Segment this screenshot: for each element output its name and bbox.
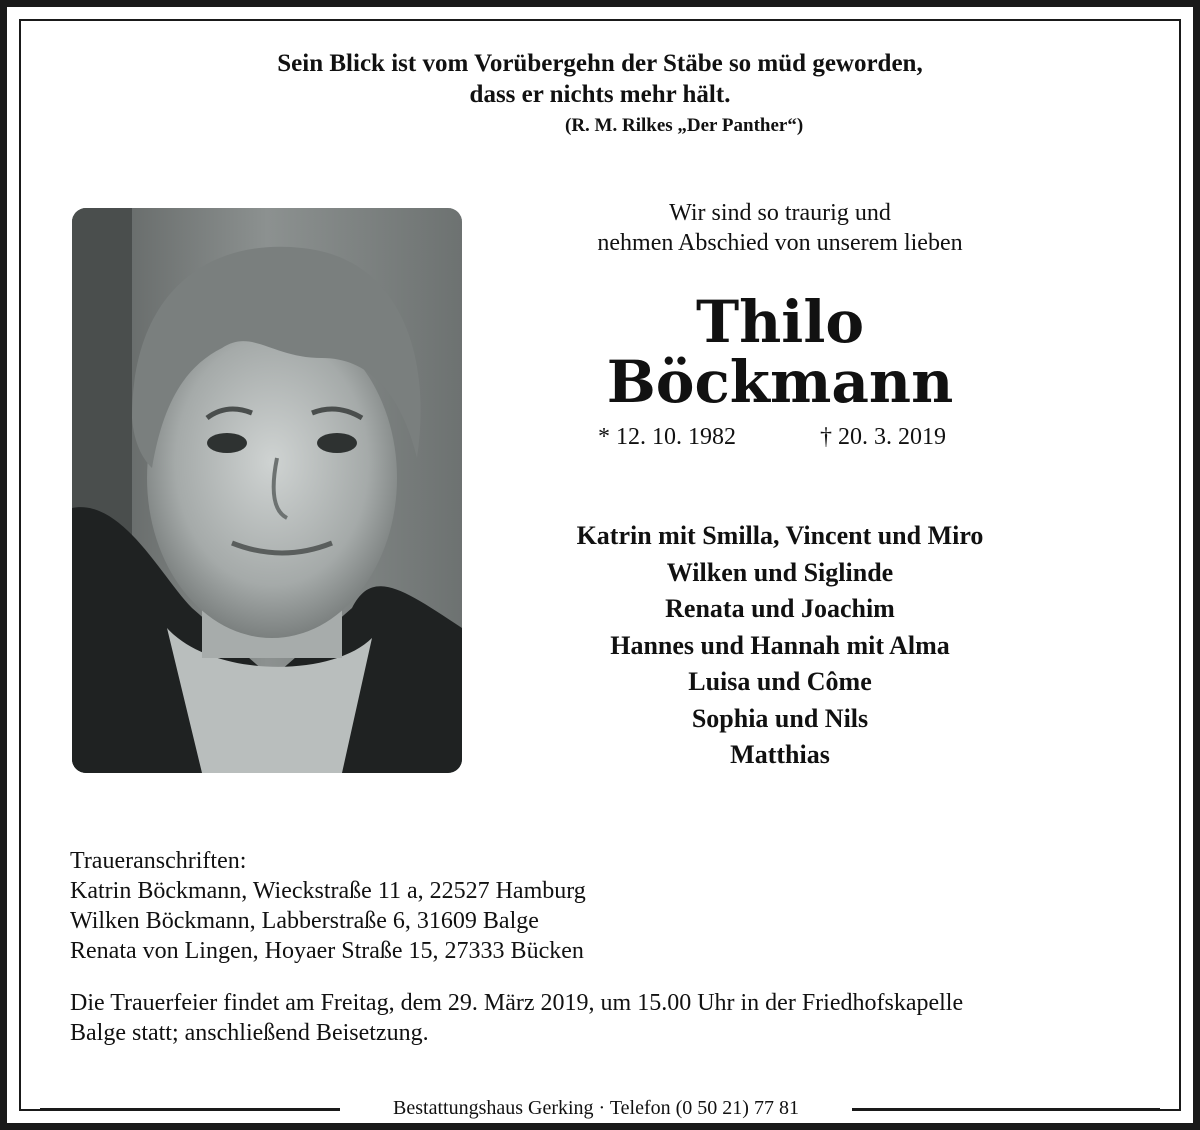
service-line-1: Die Trauerfeier findet am Freitag, dem 29. März 2019, um 15.00 Uhr in der Friedhofskapelle [70, 990, 964, 1016]
family-member: Matthias [730, 740, 830, 769]
intro-line-1: Wir sind so traurig und [669, 200, 891, 226]
family-member: Sophia und Nils [691, 703, 869, 733]
deceased-last-name: Böckmann [606, 348, 954, 416]
family-list [480, 518, 1080, 774]
deceased-first-name: Thilo [695, 288, 865, 356]
address-line: Wilken Böckmann, Labberstraße 6, 31609 Balge [70, 908, 539, 934]
death-date: † 20. 3. 2019 [820, 424, 946, 450]
family-member: Hannes und Hannah mit Alma [610, 630, 950, 660]
family-member: Katrin mit Smilla, Vincent und Miro [576, 521, 984, 550]
quote-line-1: Sein Blick ist vom Vorübergehn der Stäbe so müd geworden, [277, 50, 923, 77]
footer-rule-left [40, 1108, 340, 1111]
footer-rule-right [852, 1108, 1160, 1111]
address-line: Katrin Böckmann, Wieckstraße 11 a, 22527 Hamburg [70, 878, 586, 904]
funeral-home-footer: Bestattungshaus Gerking · Telefon (0 50 21) 77 81 [340, 1095, 852, 1121]
mourning-addresses [70, 846, 586, 966]
address-line: Renata von Lingen, Hoyaer Straße 15, 27333 Bücken [70, 938, 584, 964]
intro-line-2: nehmen Abschied von unserem lieben [597, 230, 963, 256]
family-member: Renata und Joachim [665, 594, 895, 623]
family-member: Luisa und Côme [688, 667, 872, 696]
quote-line-2: dass er nichts mehr hält. [469, 81, 731, 108]
funeral-service-info [70, 988, 1140, 1048]
birth-date: * 12. 10. 1982 [598, 424, 736, 450]
addresses-heading: Traueranschriften: [70, 848, 247, 874]
portrait-photo [72, 208, 462, 773]
quote-source: (R. M. Rilkes „Der Panther“) [565, 115, 804, 136]
service-line-2: Balge statt; anschließend Beisetzung. [70, 1020, 429, 1046]
family-member: Wilken und Siglinde [666, 557, 894, 587]
portrait-image [72, 208, 462, 773]
